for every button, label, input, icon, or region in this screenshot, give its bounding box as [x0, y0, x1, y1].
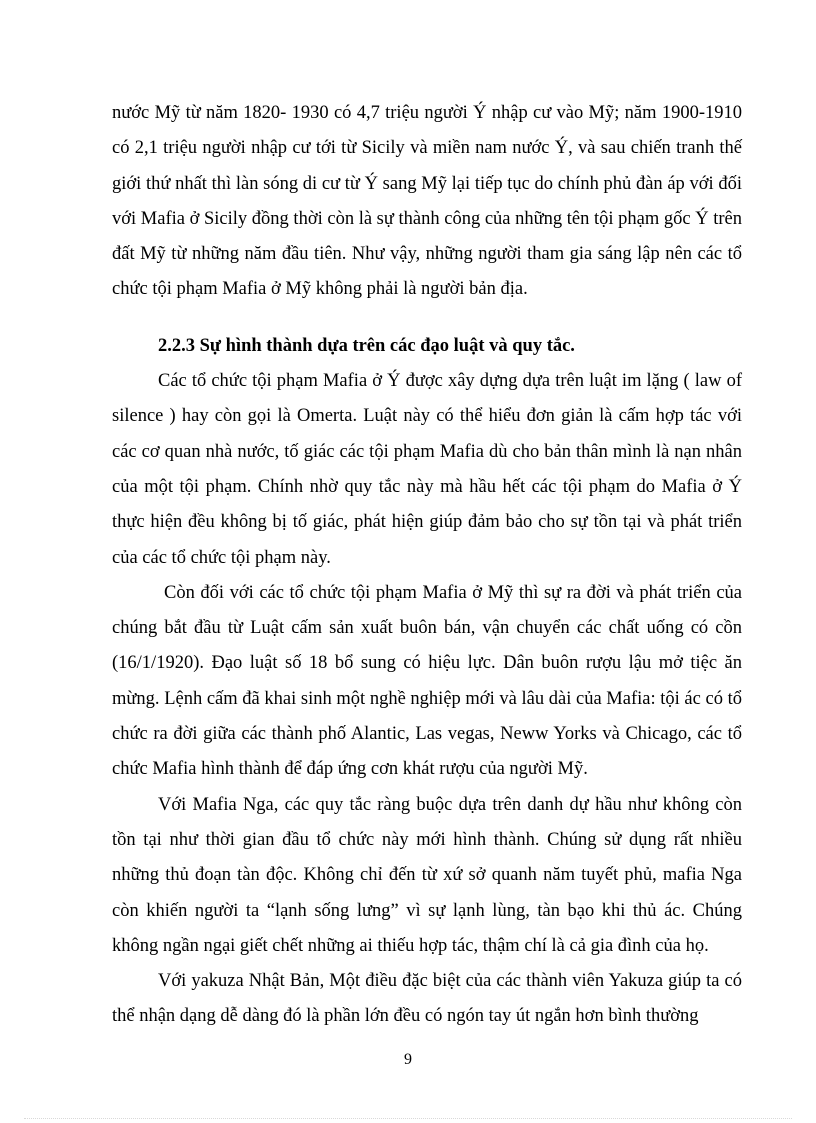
page-number: 9 — [404, 1051, 412, 1068]
body-text — [112, 96, 742, 1035]
intro-paragraph: nước Mỹ từ năm 1820- 1930 có 4,7 triệu người Ý nhập cư vào Mỹ; năm 1900-1910 có 2,1 triệu người nhập cư tới từ Sicily và miền nam nước Ý, và sau chiến tranh thế giới thứ nhất thì làn sóng di cư từ Ý sang Mỹ lại tiếp tục do chính phủ đàn áp với đối với Mafia ở Sicily đồng thời còn là sự thành công của những tên tội phạm gốc Ý trên đất Mỹ từ những năm đầu tiên. Như vậy, những người tham gia sáng lập nên các tổ chức tội phạm Mafia ở Mỹ không phải là người bản địa. — [112, 103, 742, 300]
paragraph-yakuza: Với yakuza Nhật Bản, Một điều đặc biệt của các thành viên Yakuza giúp ta có thể nhận dạng dễ dàng đó là phần lớn đều có ngón tay út ngắn hơn bình thường — [112, 971, 742, 1027]
paragraph-russian-mafia: Với Mafia Nga, các quy tắc ràng buộc dựa trên danh dự hầu như không còn tồn tại như thời gian đầu tổ chức này mới hình thành. Chúng sử dụng rất nhiều những thủ đoạn tàn độc. Không chỉ đến từ xứ sở quanh năm tuyết phủ, mafia Nga còn khiến người ta “lạnh sống lưng” vì sự lạnh lùng, tàn bạo khi thủ ác. Chúng không ngần ngại giết chết những ai thiếu hợp tác, thậm chí là cả gia đình của họ. — [112, 794, 742, 956]
paragraph-omerta: Các tổ chức tội phạm Mafia ở Ý được xây dựng dựa trên luật im lặng ( law of silence ) hay còn gọi là Omerta. Luật này có thể hiểu đơn giản là cấm hợp tác với các cơ quan nhà nước, tố giác các tội phạm Mafia dù cho bản thân mình là nạn nhân của một tội phạm. Chính nhờ quy tắc này mà hầu hết các tội phạm do Mafia ở Ý thực hiện đều không bị tố giác, phát hiện giúp đảm bảo cho sự tồn tại và phát triển của các tổ chức tội phạm này. — [112, 371, 742, 568]
section-heading: 2.2.3 Sự hình thành dựa trên các đạo luật và quy tắc. — [158, 335, 575, 356]
paragraph-us-mafia: Còn đối với các tổ chức tội phạm Mafia ở Mỹ thì sự ra đời và phát triển của chúng bắt đầu từ Luật cấm sản xuất buôn bán, vận chuyển các chất uống có cồn (16/1/1920). Đạo luật số 18 bổ sung có hiệu lực. Dân buôn rượu lậu mở tiệc ăn mừng. Lệnh cấm đã khai sinh một nghề nghiệp mới và lâu dài của Mafia: tội ác có tổ chức ra đời giữa các thành phố Alantic, Las vegas, Neww Yorks và Chicago, các tổ chức Mafia hình thành để đáp ứng cơn khát rượu của người Mỹ. — [112, 582, 742, 780]
footer-divider — [24, 1118, 792, 1119]
